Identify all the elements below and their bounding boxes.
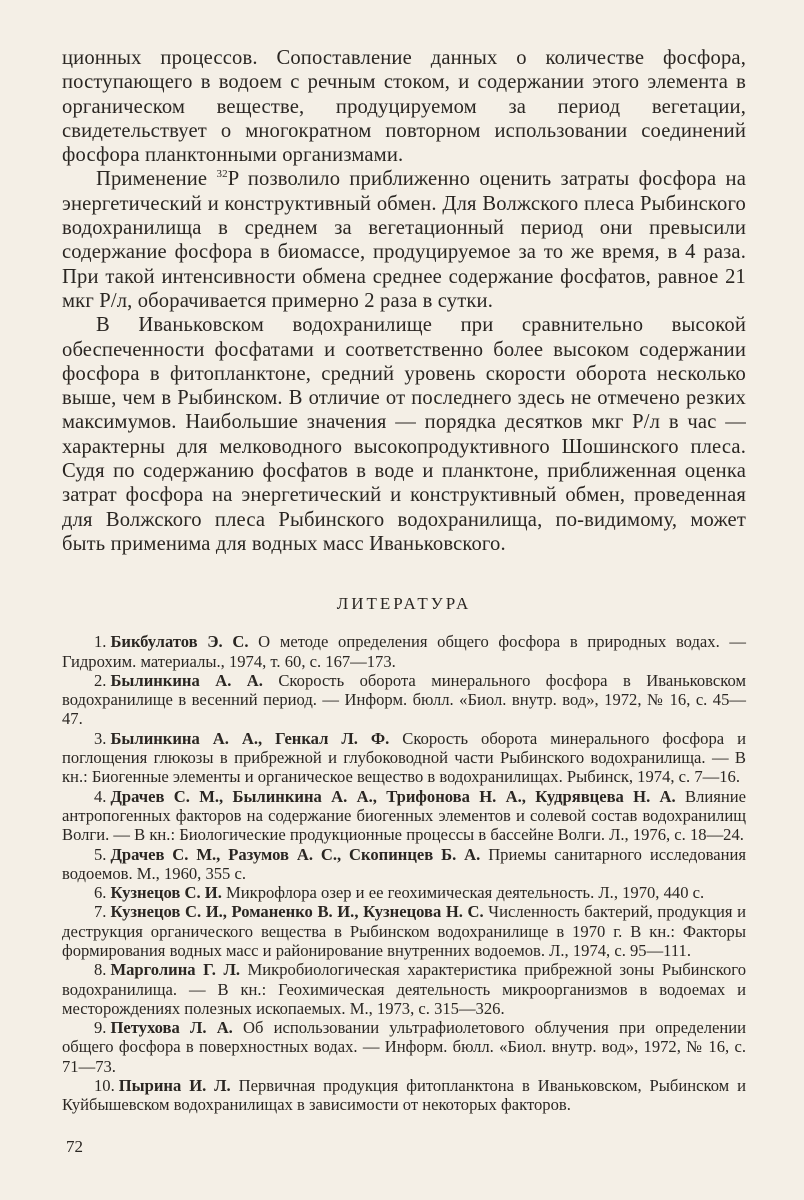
reference-number: 2. [94,670,107,690]
reference-authors: Былинкина А. А. [110,670,263,690]
reference-item [62,729,746,787]
reference-authors: Пырина И. Л. [118,1076,231,1096]
reference-authors: Драчев С. М., Былинкина А. А., Трифонова Н. А., Кудрявцева Н. А. [110,786,676,806]
reference-item [62,632,746,671]
reference-text: Первичная продукция фитопланктона в Иваньковском, Рыбинском и Куйбышевском водохранилищах в зависимости от некоторых факторов. [62,1076,746,1115]
reference-item [62,1076,746,1115]
reference-text: О методе определения общего фосфора в природных водах. — Гидрохим. материалы., 1974, т. 60, с. 167—173. [62,632,746,671]
reference-number: 10. [94,1076,115,1096]
reference-item [62,960,746,1018]
body-text [62,46,746,556]
paragraph-2-start: Применение [96,168,217,191]
reference-item [62,787,746,845]
reference-item [62,845,746,884]
reference-item [62,883,746,902]
reference-text: Приемы санитарного исследования водоемов. М., 1960, 355 с. [62,844,746,883]
paragraph-3: В Иваньковском водохранилище при сравнительно высокой обеспеченности фосфатами и соответственно более высоком содержании фосфора в фитопланктоне, средний уровень скорости оборота несколько выше, чем в Рыбинском. В отличие от последнего здесь не отмечено резких максимумов. Наибольшие значения — порядка десятков мкг Р/л в час — характерны для мелководного высокопродуктивного Шошинского плеса. Судя по содержанию фосфатов в воде и планктоне, приближенная оценка затрат фосфора на энергетический и конструктивный обмен, проведенная для Волжского плеса Рыбинского водохранилища, по-видимому, может быть применима для водных масс Иваньковского. [62,314,746,555]
reference-number: 1. [94,632,107,652]
reference-authors: Драчев С. М., Разумов А. С., Скопинцев Б. А. [110,844,481,864]
reference-number: 8. [94,960,107,980]
reference-authors: Марголина Г. Л. [110,960,240,980]
reference-number: 4. [94,786,107,806]
reference-text: Численность бактерий, продукция и деструкция органического вещества в Рыбинском водохранилище в 1970 г. В кн.: Факторы формирования водных масс и районирование внутренних водоемов. Л., 1974, с. 95—111. [62,902,747,960]
reference-item [62,1018,746,1076]
isotope-superscript: 32 [216,168,228,181]
reference-number: 5. [94,844,107,864]
reference-authors: Петухова Л. А. [110,1018,233,1038]
reference-number: 3. [94,728,107,748]
page-number: 72 [66,1137,83,1156]
reference-item [62,671,746,729]
reference-number: 9. [94,1018,107,1038]
paragraph-2 [62,167,746,313]
paragraph-1: ционных процессов. Сопоставление данных о количестве фосфора, поступающего в водоем с речным стоком, и содержании этого элемента в органическом веществе, продуцируемом за период вегетации, свидетельствует о многократном повторном использовании соединений фосфора планктонными организмами. [62,47,746,167]
reference-text: Влияние антропогенных факторов на содержание биогенных элементов и солевой состав водохранилищ Волги. — В кн.: Биологические продукционные процессы в бассейне Волги. Л., 1976, с. 18—24. [62,786,746,845]
reference-text: Микробиологическая характеристика прибрежной зоны Рыбинского водохранилища. — В кн.: Геохимическая деятельность микроорганизмов в водоемах и месторождениях полезных ископаемых. М., 1973, с. 315—326. [62,960,746,1018]
paragraph-2-rest: P позволило приближенно оценить затраты фосфора на энергетический и конструктивный обмен. Для Волжского плеса Рыбинского водохранилища в среднем за вегетационный период они превысили содержание фосфора в биомассе, продуцируемое за то же время, в 4 раза. При такой интенсивности обмена среднее содержание фосфатов, равное 21 мкг Р/л, оборачивается примерно 2 раза в сутки. [62,168,746,312]
reference-text: Об использовании ультрафиолетового облучения при определении общего фосфора в поверхностных водах. — Информ. бюлл. «Биол. внутр. вод», 1972, № 16, с. 71—73. [62,1018,746,1076]
reference-authors: Кузнецов С. И., Романенко В. И., Кузнецова Н. С. [110,902,484,922]
reference-text: Скорость оборота минерального фосфора и поглощения глюкозы в прибрежной и глубоководной части Рыбинского водохранилища. — В кн.: Биогенные элементы и органическое вещество в водохранилищах. Рыбинск, 1974, с. 7—16. [62,728,746,787]
reference-authors: Бикбулатов Э. С. [110,632,249,652]
reference-number: 6. [94,883,107,903]
reference-authors: Кузнецов С. И. [110,883,222,903]
reference-text: Скорость оборота минерального фосфора в Иваньковском водохранилище в весенний период. — Информ. бюлл. «Биол. внутр. вод», 1972, № 16, с. 45—47. [62,670,746,729]
reference-list [62,632,746,1114]
reference-text: Микрофлора озер и ее геохимическая деятельность. Л., 1970, 440 с. [221,883,705,903]
reference-item [62,902,746,960]
literature-heading: ЛИТЕРАТУРА [336,594,472,614]
reference-authors: Былинкина А. А., Генкал Л. Ф. [110,728,390,748]
reference-number: 7. [94,902,107,922]
